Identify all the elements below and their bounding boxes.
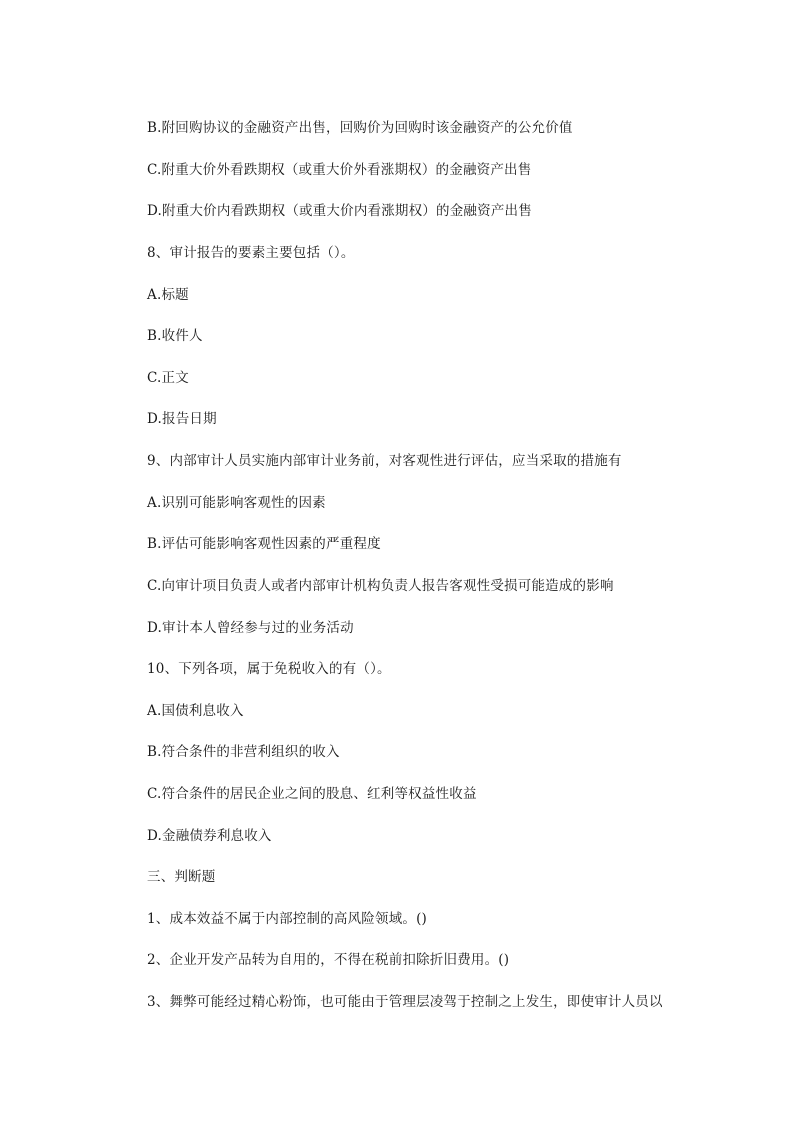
tf-question-2: 2、企业开发产品转为自用的，不得在税前扣除折旧费用。() xyxy=(147,952,510,968)
option-d-deep-in-the-money: D.附重大价内看跌期权（或重大价内看涨期权）的金融资产出售 xyxy=(147,203,532,219)
q9-option-b: B.评估可能影响客观性因素的严重程度 xyxy=(147,536,381,552)
q8-option-c: C.正文 xyxy=(147,370,189,386)
q10-option-d: D.金融债券利息收入 xyxy=(147,828,272,844)
option-b-repurchase-fair-value: B.附回购协议的金融资产出售，回购价为回购时该金融资产的公允价值 xyxy=(147,120,573,136)
q9-option-a: A.识别可能影响客观性的因素 xyxy=(147,495,326,511)
option-c-deep-out-of-money: C.附重大价外看跌期权（或重大价外看涨期权）的金融资产出售 xyxy=(147,162,532,178)
q10-option-c: C.符合条件的居民企业之间的股息、红利等权益性收益 xyxy=(147,786,477,802)
q10-option-a: A.国债利息收入 xyxy=(147,703,244,719)
question-8: 8、审计报告的要素主要包括（）。 xyxy=(147,245,355,261)
q8-option-d: D.报告日期 xyxy=(147,411,217,427)
q8-option-a: A.标题 xyxy=(147,287,189,303)
q9-option-c: C.向审计项目负责人或者内部审计机构负责人报告客观性受损可能造成的影响 xyxy=(147,578,614,594)
q8-option-b: B.收件人 xyxy=(147,328,203,344)
q10-option-b: B.符合条件的非营利组织的收入 xyxy=(147,744,340,760)
tf-question-3: 3、舞弊可能经过精心粉饰，也可能由于管理层凌驾于控制之上发生，即使审计人员以 xyxy=(147,994,663,1010)
question-10: 10、下列各项，属于免税收入的有（）。 xyxy=(147,661,391,677)
question-9: 9、内部审计人员实施内部审计业务前，对客观性进行评估，应当采取的措施有 xyxy=(147,453,622,469)
tf-question-1: 1、成本效益不属于内部控制的高风险领域。() xyxy=(147,911,428,927)
section-heading-true-false: 三、判断题 xyxy=(147,869,216,885)
q9-option-d: D.审计本人曾经参与过的业务活动 xyxy=(147,620,354,636)
